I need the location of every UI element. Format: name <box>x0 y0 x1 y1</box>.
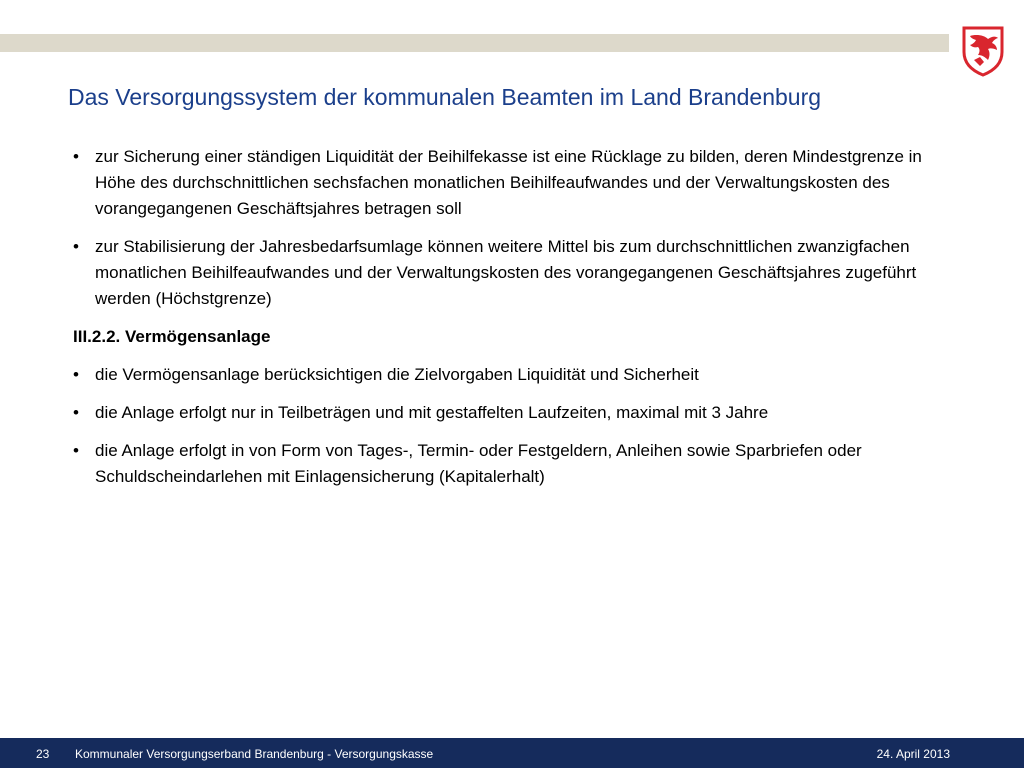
eagle-shield-icon <box>960 24 1006 78</box>
section-heading: III.2.2. Vermögensanlage <box>73 327 271 346</box>
slide-content <box>73 144 963 502</box>
bullet-marker: • <box>73 441 79 460</box>
bullet-text: zur Sicherung einer ständigen Liquidität der Beihilfekasse ist eine Rücklage zu bilden, deren Mindestgrenze in Höhe des durchschnittlichen sechsfachen monatlichen Beihilfeaufwandes und der Verwaltungskosten des vorangegangenen Geschäftsjahres betragen soll <box>95 147 922 218</box>
bullet-item <box>73 400 963 426</box>
page-number: 23 <box>36 747 50 761</box>
header-band <box>0 34 949 52</box>
bullet-text: die Anlage erfolgt in von Form von Tages-, Termin- oder Festgeldern, Anleihen sowie Sparbriefen oder Schuldscheindarlehen mit Einlagensicherung (Kapitalerhalt) <box>95 441 862 486</box>
bullet-marker: • <box>73 403 79 422</box>
bullet-marker: • <box>73 365 79 384</box>
bullet-marker: • <box>73 147 79 166</box>
footer-bar <box>0 738 1024 768</box>
bullet-text: die Anlage erfolgt nur in Teilbeträgen und mit gestaffelten Laufzeiten, maximal mit 3 Jahre <box>95 403 769 422</box>
bullet-item <box>73 144 963 222</box>
bullet-item <box>73 234 963 312</box>
footer-organization: Kommunaler Versorgungserband Brandenburg - Versorgungskasse <box>75 747 434 761</box>
bullet-text: die Vermögensanlage berücksichtigen die Zielvorgaben Liquidität und Sicherheit <box>95 365 699 384</box>
slide-title: Das Versorgungssystem der kommunalen Beamten im Land Brandenburg <box>68 84 822 110</box>
bullet-text: zur Stabilisierung der Jahresbedarfsumlage können weitere Mittel bis zum durchschnittlichen zwanzigfachen monatlichen Beihilfeaufwandes und der Verwaltungskosten des vorangegangenen Geschäftsjahres zugeführt werden (Höchstgrenze) <box>95 237 917 308</box>
bullet-item <box>73 438 963 490</box>
footer-date: 24. April 2013 <box>876 747 950 761</box>
bullet-marker: • <box>73 237 79 256</box>
bullet-item <box>73 362 963 388</box>
